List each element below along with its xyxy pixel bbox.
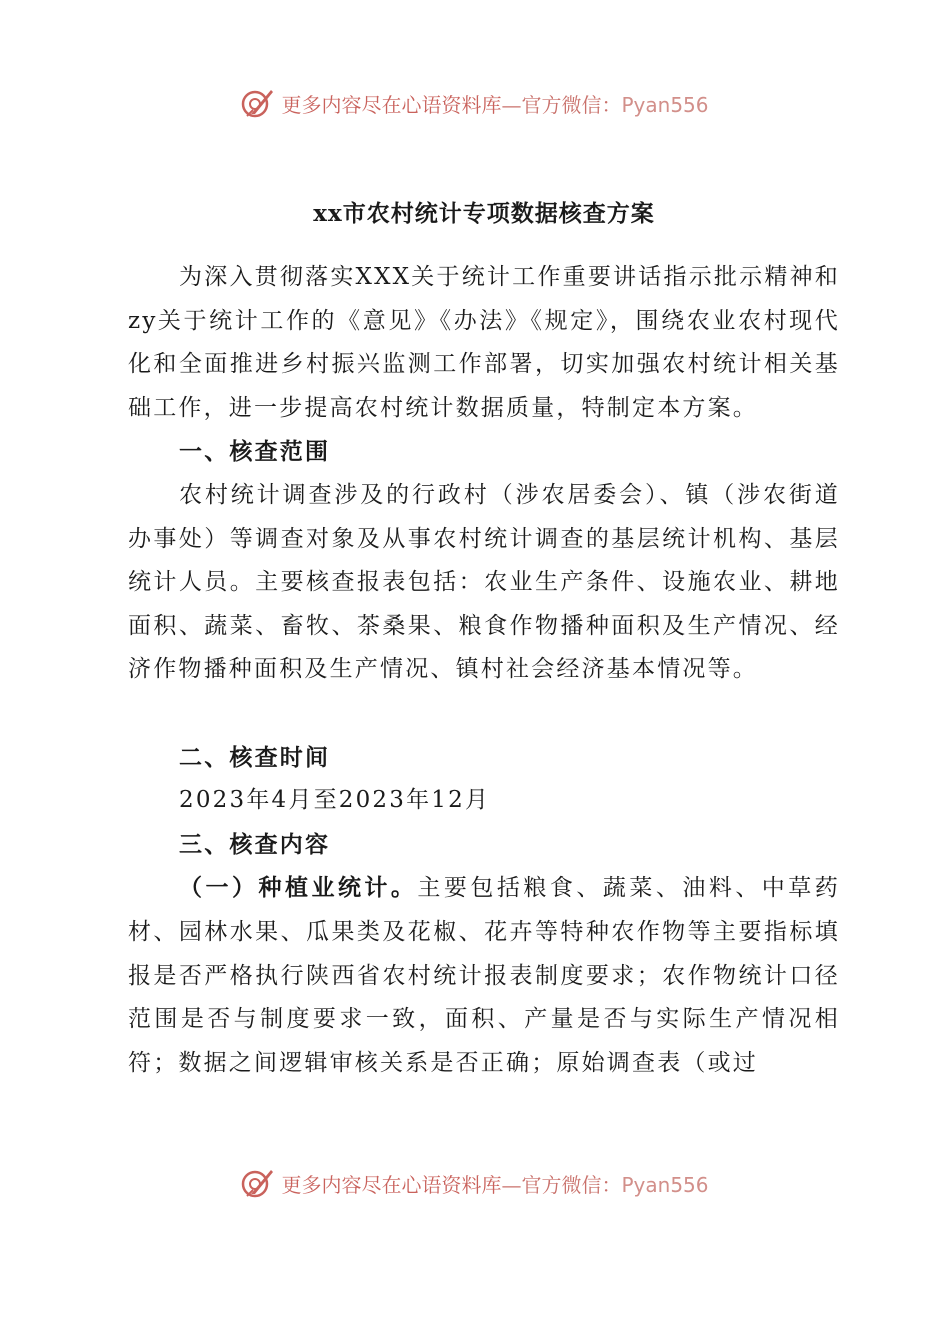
section-heading-time: 二、核查时间: [179, 743, 331, 771]
watermark-wechat-id: Pyan556: [621, 92, 709, 117]
subsection-planting-body: 主要包括粮食、蔬菜、油料、中草药材、园林水果、瓜果类及花椒、花卉等特种农作物等主要指标填报是否严格执行陕西省农村统计报表制度要求；农作物统计口径范围是否与制度要求一致，面积、产量是否与实际生产情况相符；数据之间逻辑审核关系是否正确；原始调查表（或过: [128, 875, 840, 1076]
section-heading-content: 三、核查内容: [179, 830, 331, 858]
subsection-planting-paragraph: [128, 866, 840, 1085]
header-watermark: [0, 83, 950, 123]
watermark-text: [281, 89, 708, 118]
section-time-body: 2023年4月至2023年12月: [179, 787, 491, 814]
quill-logo-icon: [241, 86, 275, 120]
watermark-separator: —: [501, 1172, 522, 1197]
watermark-main-text: 更多内容尽在心语资料库: [281, 1172, 502, 1197]
watermark-text: [281, 1169, 708, 1198]
quill-logo-icon: [241, 1166, 275, 1200]
section-scope-body: 农村统计调查涉及的行政村（涉农居委会）、镇（涉农街道办事处）等调查对象及从事农村统计调查的基层统计机构、基层统计人员。主要核查报表包括：农业生产条件、设施农业、耕地面积、蔬菜、畜牧、茶桑果、粮食作物播种面积及生产情况、经济作物播种面积及生产情况、镇村社会经济基本情况等。: [128, 481, 840, 683]
subsection-planting-lead: （一）种植业统计。: [179, 874, 418, 902]
watermark-wechat-label: 官方微信：: [521, 92, 622, 117]
intro-paragraph: 为深入贯彻落实XXX关于统计工作重要讲话指示批示精神和zy关于统计工作的《意见》《办法》《规定》，围绕农业农村现代化和全面推进乡村振兴监测工作部署，切实加强农村统计相关基础工作，进一步提高农村统计数据质量，特制定本方案。: [128, 264, 840, 421]
footer-watermark: [0, 1163, 950, 1203]
watermark-main-text: 更多内容尽在心语资料库: [281, 92, 502, 117]
document-body: [128, 192, 840, 1085]
document-title: xx市农村统计专项数据核查方案: [313, 200, 655, 227]
watermark-separator: —: [501, 92, 522, 117]
watermark-wechat-label: 官方微信：: [521, 1172, 622, 1197]
watermark-wechat-id: Pyan556: [621, 1172, 709, 1197]
section-heading-scope: 一、核查范围: [179, 438, 331, 466]
blank-line: [128, 692, 840, 736]
